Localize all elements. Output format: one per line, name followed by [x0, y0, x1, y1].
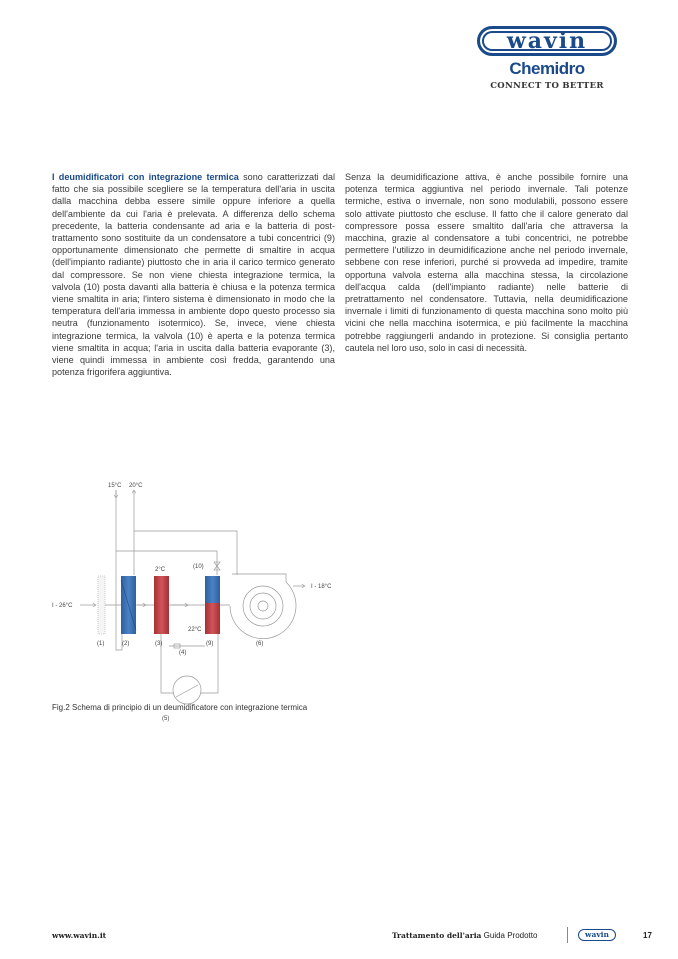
- evaporator-temp: 2°C: [155, 567, 166, 573]
- label-2: (2): [122, 641, 130, 647]
- footer-section: Trattamento dell'aria: [392, 931, 482, 940]
- condenser-temp: 22°C: [188, 627, 202, 633]
- tagline: CONNECT TO BETTER: [490, 81, 604, 91]
- footer-doc: Guida Prodotto: [483, 931, 538, 940]
- lead-highlight: I deumidificatori con integrazione termica: [52, 172, 239, 182]
- return-line: [134, 531, 237, 575]
- filter-1: [98, 576, 105, 634]
- page-number: 17: [643, 931, 652, 940]
- water-out-temp: 20°C: [129, 483, 143, 489]
- footer-wavin-logo: wavin: [578, 929, 616, 941]
- footer-url[interactable]: www.wavin.it: [52, 931, 107, 940]
- refrigerant-line: [161, 634, 173, 693]
- footer-divider: [567, 927, 568, 943]
- wavin-logo: wavin: [477, 26, 617, 56]
- water-in-temp: 15°C: [108, 483, 122, 489]
- supply-line: [116, 551, 217, 575]
- label-3: (3): [155, 641, 163, 647]
- figure-caption: Fig.2 Schema di principio di un deumidificatore con integrazione termica: [52, 703, 308, 712]
- paragraph-right: Senza la deumidificazione attiva, è anche possibile fornire una potenza termica aggiuntiva nel periodo invernale. Tali potenze termiche, estiva o invernale, non sono modulabili, possono essere solo attivate piuttosto che escluse. Il fatto che il calore generato dal compressore possa essere smaltito dall'aria che attraversa la macchina, grazie al condensatore a tubi concentrici, ne potrebbe permettere l'utilizzo in deumidificazione anche nel periodo invernale, sebbene con rese inferiori, purché si provveda ad impedire, tramite opportuna valvola esterna alla macchina stessa, la circolazione dell'acqua calda (dell'impianto radiante) nelle batterie di pretrattamento nel condensatore. Tuttavia, nella deumidificazione invernale i limiti di funzionamento di questa macchina sono molto più vicini che nella macchina isotermica, e più facilmente la macchina potrebbe raggiungerli andando in protezione. Si consiglia pertanto cautela nel loro uso, solo in casi di necessità.: [345, 172, 628, 353]
- compressor-icon: [173, 676, 201, 704]
- fan-impeller: [243, 586, 283, 626]
- chemidro-logo: Chemidro: [509, 59, 585, 78]
- fan-housing: [230, 574, 296, 639]
- condenser-9-air: [205, 603, 220, 634]
- footer-title: [392, 931, 537, 940]
- evaporator-coil-3: [154, 576, 169, 634]
- label-6: (6): [256, 641, 264, 647]
- label-5: (5): [162, 716, 170, 722]
- label-10: (10): [193, 564, 204, 570]
- paragraph-left: sono caratterizzati dal fatto che sia possibile scegliere se la temperatura dell'aria in uscita dalla macchina debba essere simile oppure inferiore a quella dell'ambiente da cui l'aria è prelevata. A differenza dello schema precedente, la batteria condensante ad aria e la batteria di post-trattamento sono sostituite da un condensatore a tubi concentrici (9) opportunamente dimensionato che permette di smaltire in acqua (dell'impianto radiante) piuttosto che in aria il carico termico generato dal compressore. Se non viene chiesta integrazione termica, la valvola (10) posta davanti alla batteria è chiusa e la potenza termica viene smaltita in aria; l'intero sistema è dimensionato in modo che la temperatura dell'aria immessa in ambiente dopo questo processo sia neutra (funzionamento isotermico). Se, invece, viene chiesta integrazione termica, la valvola (10) è aperta e la potenza termica viene smaltita in acqua; l'aria in uscita dalla batteria evaporante (3), viene quindi immessa in ambiente così fredda, garantendo una potenza frigorifera aggiuntiva.: [52, 172, 336, 378]
- condenser-9-water: [205, 576, 220, 603]
- label-9: (9): [206, 641, 214, 647]
- label-1: (1): [97, 641, 105, 647]
- air-out-label: I - 18°C: [311, 584, 332, 590]
- air-in-label: I - 26°C: [52, 603, 73, 609]
- label-4: (4): [179, 650, 187, 656]
